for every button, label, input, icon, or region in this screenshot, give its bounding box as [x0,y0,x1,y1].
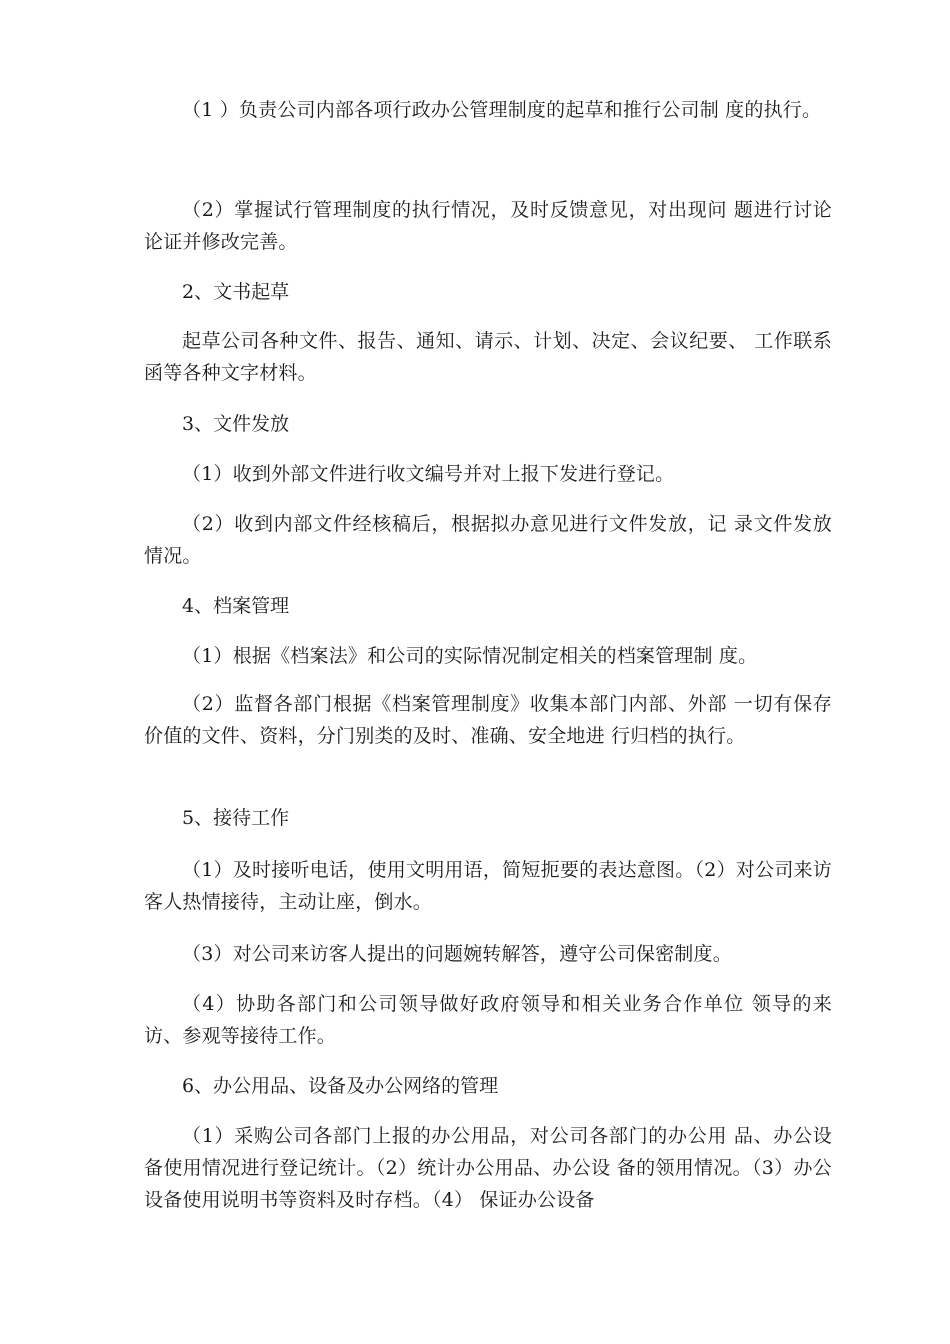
paragraph-5: （2）收到内部文件经核稿后，根据拟办意见进行文件发放，记 录文件发放情况。 [144,513,832,567]
paragraph-8: （1）及时接听电话，使用文明用语，简短扼要的表达意图。（2）对公司来访客人热情接待，主动让座，倒水。 [144,859,832,913]
paragraph-11: （1）采购公司各部门上报的办公用品，对公司各部门的办公用 品、办公设备使用情况进行登记统计。（2）统计办公用品、办公设 备的领用情况。（3）办公设备使用说明书等资料及时存档。（4） 保证办公设备 [144,1125,832,1211]
paragraph-3: 起草公司各种文件、报告、通知、请示、计划、决定、会议纪要、 工作联系函等各种文字材料。 [144,330,832,384]
section-heading-6: 6、办公用品、设备及办公网络的管理 [182,1075,499,1097]
paragraph-6: （1）根据《档案法》和公司的实际情况制定相关的档案管理制 度。 [182,645,758,667]
section-heading-5: 5、接待工作 [182,807,290,829]
paragraph-1: （1 ）负责公司内部各项行政办公管理制度的起草和推行公司制 度的执行。 [182,99,822,121]
section-heading-4: 4、档案管理 [182,595,290,617]
paragraph-7: （2）监督各部门根据《档案管理制度》收集本部门内部、外部 一切有保存价值的文件、资料，分门别类的及时、准确、安全地进 行归档的执行。 [144,693,832,747]
paragraph-10: （4）协助各部门和公司领导做好政府领导和相关业务合作单位 领导的来访、参观等接待工作。 [144,993,832,1047]
paragraph-2: （2）掌握试行管理制度的执行情况，及时反馈意见，对出现问 题进行讨论论证并修改完善。 [144,199,832,253]
section-heading-2: 2、文书起草 [182,281,290,303]
section-heading-3: 3、文件发放 [182,413,290,435]
paragraph-4: （1）收到外部文件进行收文编号并对上报下发进行登记。 [182,463,675,485]
paragraph-9: （3）对公司来访客人提出的问题婉转解答，遵守公司保密制度。 [182,943,732,965]
